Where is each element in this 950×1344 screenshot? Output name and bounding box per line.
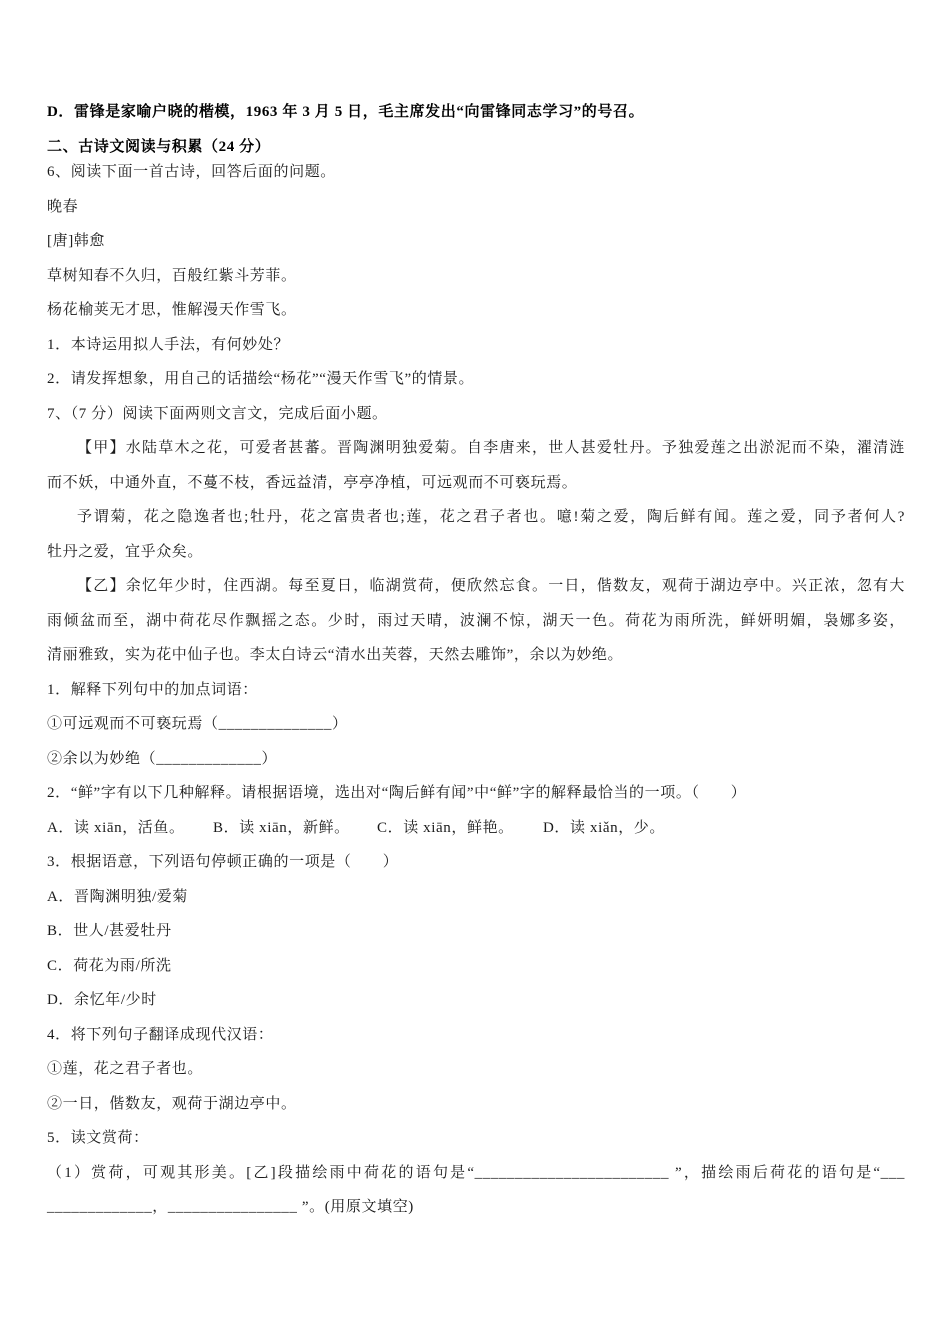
poem-line: 草树知春不久归，百般红紫斗芳菲。 (47, 267, 297, 284)
passage-yi-line: 【乙】余忆年少时，住西湖。每至夏日，临湖赏荷，便欣然忘食。一日，偕数友，观荷于湖边亭中。兴正浓，忽有大 (77, 578, 905, 594)
poem-title: 晚春 (47, 198, 79, 215)
q7-sub3-stem: 3．根据语意，下列语句停顿正确的一项是（ ） (47, 854, 399, 870)
option-a: A．读 xiān，活鱼。 (47, 819, 185, 836)
q7-sub1-item: ②余以为妙绝（_____________） (47, 750, 278, 767)
q7-sub4-item: ②一日，偕数友，观荷于湖边亭中。 (47, 1095, 297, 1112)
q6-sub-question: 1．本诗运用拟人手法，有何妙处？ (47, 336, 290, 353)
section-heading: 二、古诗文阅读与积累（24 分） (47, 139, 271, 155)
passage-jia-line: 予谓菊，花之隐逸者也;牡丹，花之富贵者也;莲，花之君子者也。噫!菊之爱，陶后鲜有闻。莲之爱，同予者何人? (77, 509, 905, 525)
q6-stem: 6、阅读下面一首古诗，回答后面的问题。 (47, 164, 336, 180)
q7-sub4-item: ①莲，花之君子者也。 (47, 1061, 204, 1077)
q7-sub1-stem: 1．解释下列句中的加点词语： (47, 681, 258, 698)
passage-yi-line: 雨倾盆而至，湖中荷花尽作飘摇之态。少时，雨过天晴，波澜不惊，湖天一色。荷花为雨所洗，鲜妍明媚，袅娜多姿， (47, 612, 905, 629)
q6-sub-question: 2．请发挥想象，用自己的话描绘“杨花”“漫天作雪飞”的情景。 (47, 371, 475, 387)
q7-sub4-stem: 4．将下列句子翻译成现代汉语： (47, 1026, 274, 1043)
passage-jia-line: 而不妖，中通外直，不蔓不枝，香远益清，亭亭净植，可远观而不可亵玩焉。 (47, 474, 578, 491)
poem-line: 杨花榆荚无才思，惟解漫天作雪飞。 (47, 302, 297, 318)
passage-jia-line: 牡丹之爱，宜乎众矣。 (47, 543, 204, 560)
passage-jia-line: 【甲】水陆草木之花，可爱者甚蕃。晋陶渊明独爱菊。自李唐来，世人甚爱牡丹。予独爱莲之出淤泥而不染，濯清涟 (77, 440, 905, 456)
poem-author: [唐]韩愈 (47, 233, 105, 249)
option-d: D．读 xiǎn，少。 (543, 819, 666, 836)
option-c: C．读 xiān，鲜艳。 (377, 819, 514, 836)
option-c: C．荷花为雨/所洗 (47, 957, 172, 974)
option-d: D．余忆年/少时 (47, 992, 157, 1008)
q7-sub5-part1-line: （1）赏荷，可观其形美。[乙]段描绘雨中荷花的语句是“________________________ ”，描绘雨后荷花的语句是“___ (47, 1164, 905, 1181)
passage-yi-line: 清丽雅致，实为花中仙子也。李太白诗云“清水出芙蓉，天然去雕饰”，余以为妙绝。 (47, 647, 624, 663)
option-b: B．读 xiān，新鲜。 (213, 819, 350, 836)
option-b: B．世人/甚爱牡丹 (47, 923, 172, 939)
previous-question-option-d: D．雷锋是家喻户晓的楷模，1963 年 3 月 5 日，毛主席发出“向雷锋同志学习”的号召。 (47, 104, 645, 120)
q7-sub2-stem: 2．“鲜”字有以下几种解释。请根据语境，选出对“陶后鲜有闻”中“鲜”字的解释最恰当的一项。（ ） (47, 785, 747, 801)
q7-sub5-stem: 5．读文赏荷： (47, 1130, 149, 1146)
q7-sub5-part1-line: _____________，________________ ”。(用原文填空) (47, 1199, 414, 1215)
q7-stem: 7、（7 分）阅读下面两则文言文，完成后面小题。 (47, 405, 388, 422)
option-a: A．晋陶渊明独/爱菊 (47, 888, 189, 905)
q7-sub1-item: ①可远观而不可亵玩焉（______________） (47, 716, 348, 732)
q7-sub2-options (47, 811, 905, 846)
